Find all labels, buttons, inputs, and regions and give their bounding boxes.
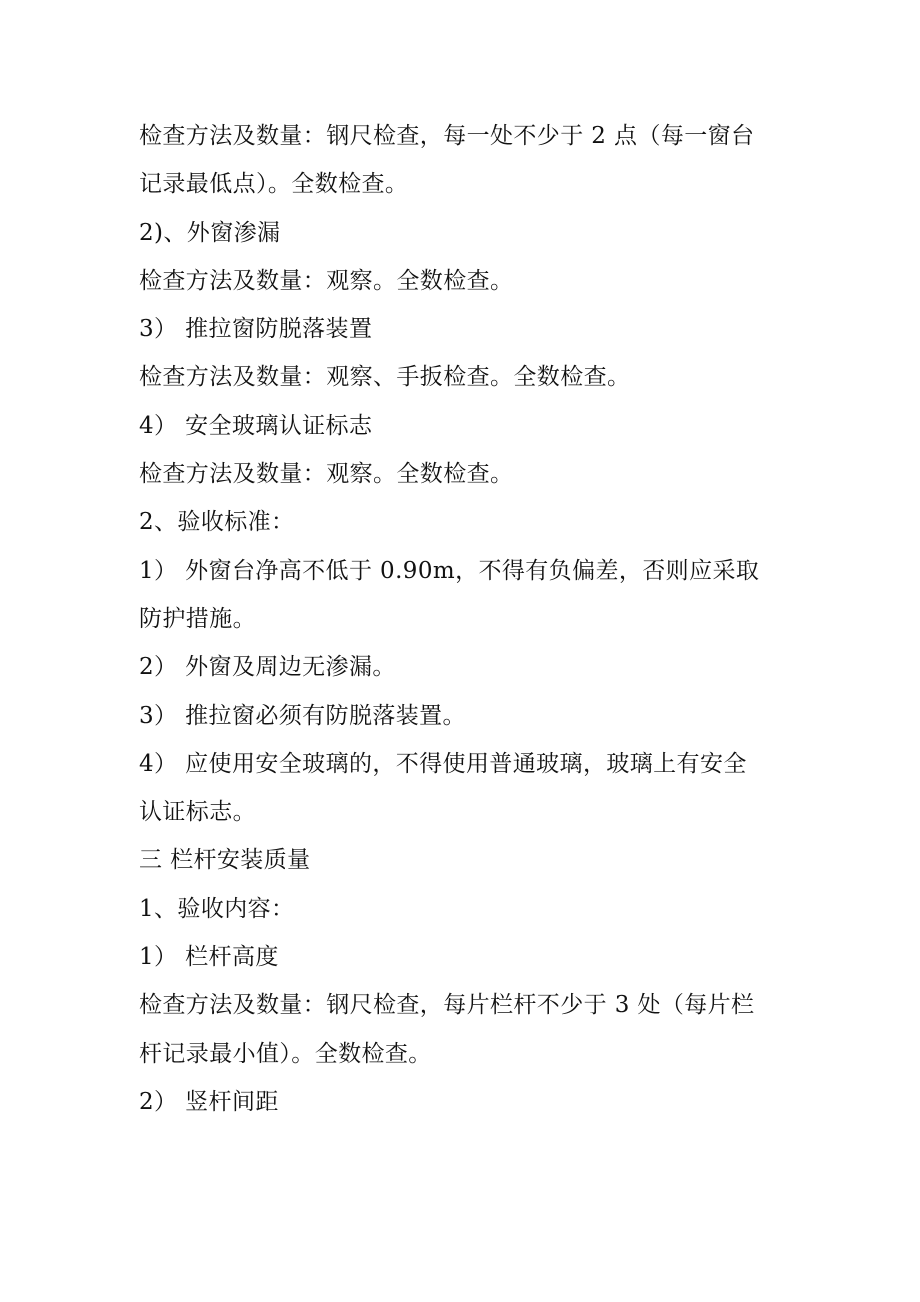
text-line: 2） 外窗及周边无渗漏。 <box>139 654 396 681</box>
document-body <box>139 112 789 1126</box>
text-line: 1） 栏杆高度 <box>139 944 279 971</box>
text-line: 检查方法及数量：观察。全数检查。 <box>139 461 514 488</box>
text-line: 4） 安全玻璃认证标志 <box>139 412 373 439</box>
text-line: 记录最低点）。全数检查。 <box>139 171 409 198</box>
section-heading: 2、验收标准： <box>139 509 295 536</box>
text-line: 认证标志。 <box>139 799 256 826</box>
section-heading: 1、验收内容： <box>139 895 295 922</box>
text-line: 4） 应使用安全玻璃的，不得使用普通玻璃，玻璃上有安全 <box>139 750 747 777</box>
text-line: 2)、外窗渗漏 <box>139 219 281 246</box>
text-line: 检查方法及数量：钢尺检查，每一处不少于 2 点（每一窗台 <box>139 123 755 149</box>
text-line: 防护措施。 <box>139 605 256 632</box>
text-line: 检查方法及数量：钢尺检查，每片栏杆不少于 3 处（每片栏 <box>139 992 755 1019</box>
text-line: 1） 外窗台净高不低于 0.90m，不得有负偏差，否则应采取 <box>139 557 760 584</box>
text-line: 3） 推拉窗防脱落装置 <box>139 316 373 343</box>
text-line: 2） 竖杆间距 <box>139 1088 279 1115</box>
text-line: 检查方法及数量：观察。全数检查。 <box>139 267 514 294</box>
section-heading: 三 栏杆安装质量 <box>139 847 311 874</box>
text-line: 杆记录最小值）。全数检查。 <box>139 1040 432 1067</box>
text-line: 3） 推拉窗必须有防脱落装置。 <box>139 702 466 729</box>
text-line: 检查方法及数量：观察、手扳检查。全数检查。 <box>139 364 631 391</box>
